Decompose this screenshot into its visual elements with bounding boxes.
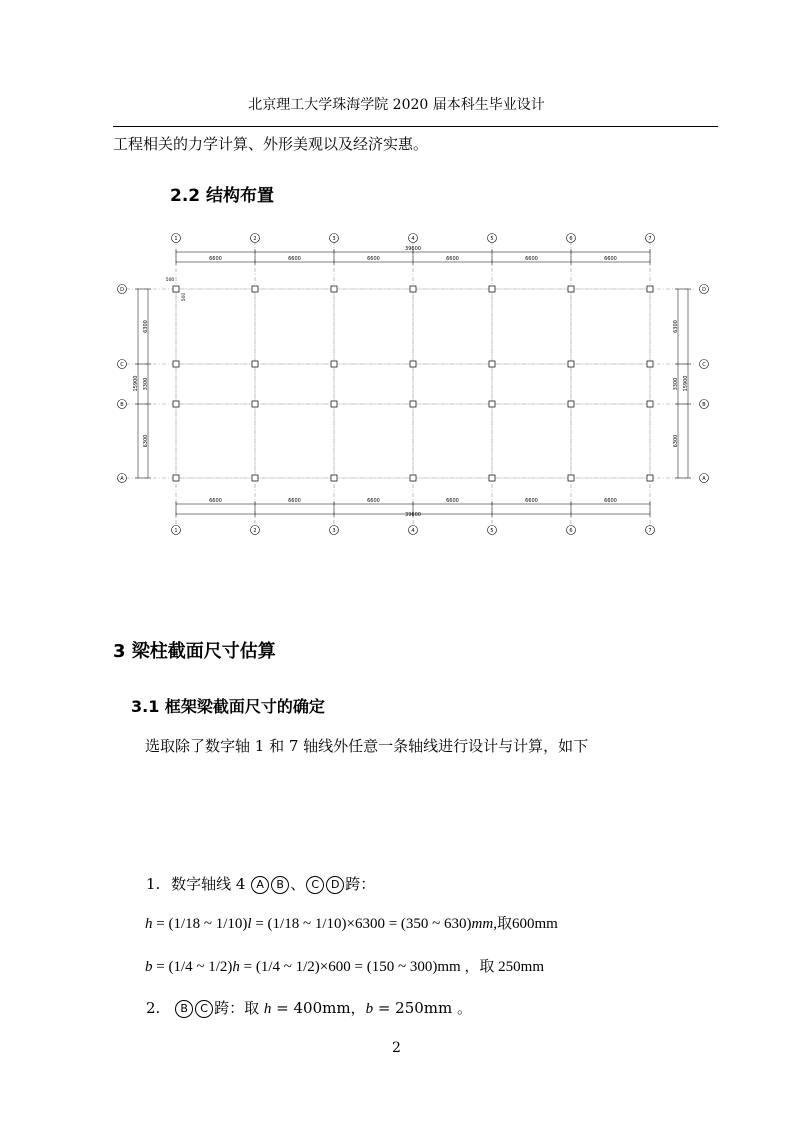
dimension-side-label: 3300 <box>673 377 679 391</box>
eq2-part-a: = (1/4 ~ 1/2) <box>152 959 233 975</box>
eq1-part-c: ,取600mm <box>493 916 558 932</box>
item-2-text-a: 跨：取 <box>214 999 264 1017</box>
item-1-sep: 、 <box>290 875 306 893</box>
eq1-unit-mm: mm <box>471 916 494 932</box>
equation-beam-height <box>145 912 558 933</box>
axis-bubble-label: 6 <box>569 236 573 242</box>
axis-bubble-label: 2 <box>253 528 257 534</box>
axis-bubble-label: B <box>702 402 706 408</box>
dimension-span-label: 6600 <box>209 256 222 262</box>
dimension-side-total: 15900 <box>683 375 689 392</box>
dimension-total-label: 39600 <box>405 512 421 518</box>
dimension-side-label: 6300 <box>143 320 149 333</box>
axis-bubble-label: C <box>702 362 706 368</box>
column-marker <box>568 401 574 407</box>
dimension-span-label: 6600 <box>604 498 617 504</box>
dimension-side-label: 6300 <box>673 434 679 448</box>
dimension-span-label: 6600 <box>288 498 301 504</box>
list-number: 2. <box>146 999 161 1017</box>
column-marker <box>173 475 179 481</box>
axis-bubble-label: 5 <box>490 236 494 242</box>
section-3-title: 3 梁柱截面尺寸估算 <box>113 641 276 662</box>
column-size-label: 500 <box>165 278 175 283</box>
column-marker <box>568 475 574 481</box>
dimension-total-label: 39600 <box>405 246 421 252</box>
axis-bubble-label: C <box>120 362 124 368</box>
dimension-span-label: 6600 <box>288 256 301 262</box>
column-size-label: 500 <box>182 292 187 302</box>
axis-circle-d: D <box>326 876 344 894</box>
column-marker <box>173 286 179 292</box>
axis-bubble-label: 3 <box>332 528 336 534</box>
item-2-part-a: = 400mm， <box>271 999 366 1017</box>
dimension-side-label: 6300 <box>673 320 679 333</box>
dimension-side-label: 3300 <box>143 377 149 391</box>
axis-circle-a: A <box>251 876 269 894</box>
dimension-side-total: 15900 <box>133 375 139 392</box>
structural-plan-drawing <box>100 225 720 545</box>
eq1-part-a: = (1/18 ~ 1/10) <box>152 916 248 932</box>
column-marker <box>489 286 495 292</box>
axis-bubble-label: 4 <box>411 528 415 534</box>
item-1-text-a: 数字轴线 4 <box>171 875 246 893</box>
list-item-2 <box>146 997 472 1018</box>
item-1-text-b: 跨： <box>345 875 376 893</box>
dimension-span-label: 6600 <box>525 256 538 262</box>
column-marker <box>252 286 258 292</box>
column-marker <box>331 401 337 407</box>
axis-circle-c: C <box>306 876 324 894</box>
column-marker <box>252 475 258 481</box>
eq1-var-l: l <box>247 916 252 932</box>
column-marker <box>647 286 653 292</box>
dimension-span-label: 6600 <box>446 498 459 504</box>
axis-bubble-label: B <box>120 402 124 408</box>
column-marker <box>647 361 653 367</box>
equation-beam-width <box>145 955 544 976</box>
column-marker <box>410 361 416 367</box>
page-number: 2 <box>392 1040 401 1056</box>
dimension-span-label: 6600 <box>446 256 459 262</box>
column-marker <box>252 401 258 407</box>
axis-bubble-label: D <box>702 287 706 293</box>
column-marker <box>647 401 653 407</box>
column-marker <box>410 401 416 407</box>
axis-bubble-label: 3 <box>332 236 336 242</box>
paragraph-axis-selection: 选取除了数字轴 1 和 7 轴线外任意一条轴线进行设计与计算，如下 <box>145 737 589 755</box>
column-marker <box>410 286 416 292</box>
axis-bubble-label: 2 <box>253 236 257 242</box>
axis-circle-b: B <box>271 876 289 894</box>
intro-line: 工程相关的力学计算、外形美观以及经济实惠。 <box>113 135 429 153</box>
eq2-var-h: h <box>232 959 240 975</box>
section-2-2-title: 2.2 结构布置 <box>170 186 275 206</box>
axis-circle-b: B <box>175 1000 193 1018</box>
column-marker <box>410 475 416 481</box>
list-number: 1. <box>146 875 161 893</box>
column-marker <box>568 361 574 367</box>
column-marker <box>647 475 653 481</box>
item-2-var-b: b <box>365 1001 374 1017</box>
column-marker <box>568 286 574 292</box>
list-item-1 <box>146 873 375 894</box>
axis-bubble-label: 1 <box>174 528 178 534</box>
eq2-part-b: = (1/4 ~ 1/2)×600 = (150 ~ 300)mm ，取 250mm <box>239 959 545 975</box>
dimension-span-label: 6600 <box>604 256 617 262</box>
eq1-var-h: h <box>145 916 153 932</box>
section-3-1-title: 3.1 框架梁截面尺寸的确定 <box>131 697 325 716</box>
axis-bubble-label: 4 <box>411 236 415 242</box>
column-marker <box>331 361 337 367</box>
axis-bubble-label: 7 <box>648 236 652 242</box>
axis-bubble-label: 6 <box>569 528 573 534</box>
dimension-span-label: 6600 <box>209 498 222 504</box>
column-marker <box>489 361 495 367</box>
header-rule <box>113 126 718 127</box>
column-marker <box>252 361 258 367</box>
eq1-part-b: = (1/18 ~ 1/10)×6300 = (350 ~ 630) <box>251 916 472 932</box>
dimension-side-label: 6300 <box>143 434 149 448</box>
column-marker <box>489 475 495 481</box>
axis-bubble-label: 5 <box>490 528 494 534</box>
item-2-part-b: = 250mm 。 <box>373 999 473 1017</box>
page-header: 北京理工大学珠海学院 2020 届本科生毕业设计 <box>248 97 545 113</box>
axis-bubble-label: D <box>120 287 124 293</box>
axis-circle-c: C <box>195 1000 213 1018</box>
eq2-var-b: b <box>145 959 153 975</box>
dimension-span-label: 6600 <box>525 498 538 504</box>
column-marker <box>331 286 337 292</box>
column-marker <box>173 361 179 367</box>
dimension-span-label: 6600 <box>367 498 380 504</box>
column-marker <box>489 401 495 407</box>
column-marker <box>173 401 179 407</box>
axis-bubble-label: A <box>702 476 706 482</box>
axis-bubble-label: 1 <box>174 236 178 242</box>
axis-bubble-label: A <box>120 476 124 482</box>
column-marker <box>331 475 337 481</box>
item-2-var-h: h <box>263 1001 272 1017</box>
dimension-span-label: 6600 <box>367 256 380 262</box>
axis-bubble-label: 7 <box>648 528 652 534</box>
